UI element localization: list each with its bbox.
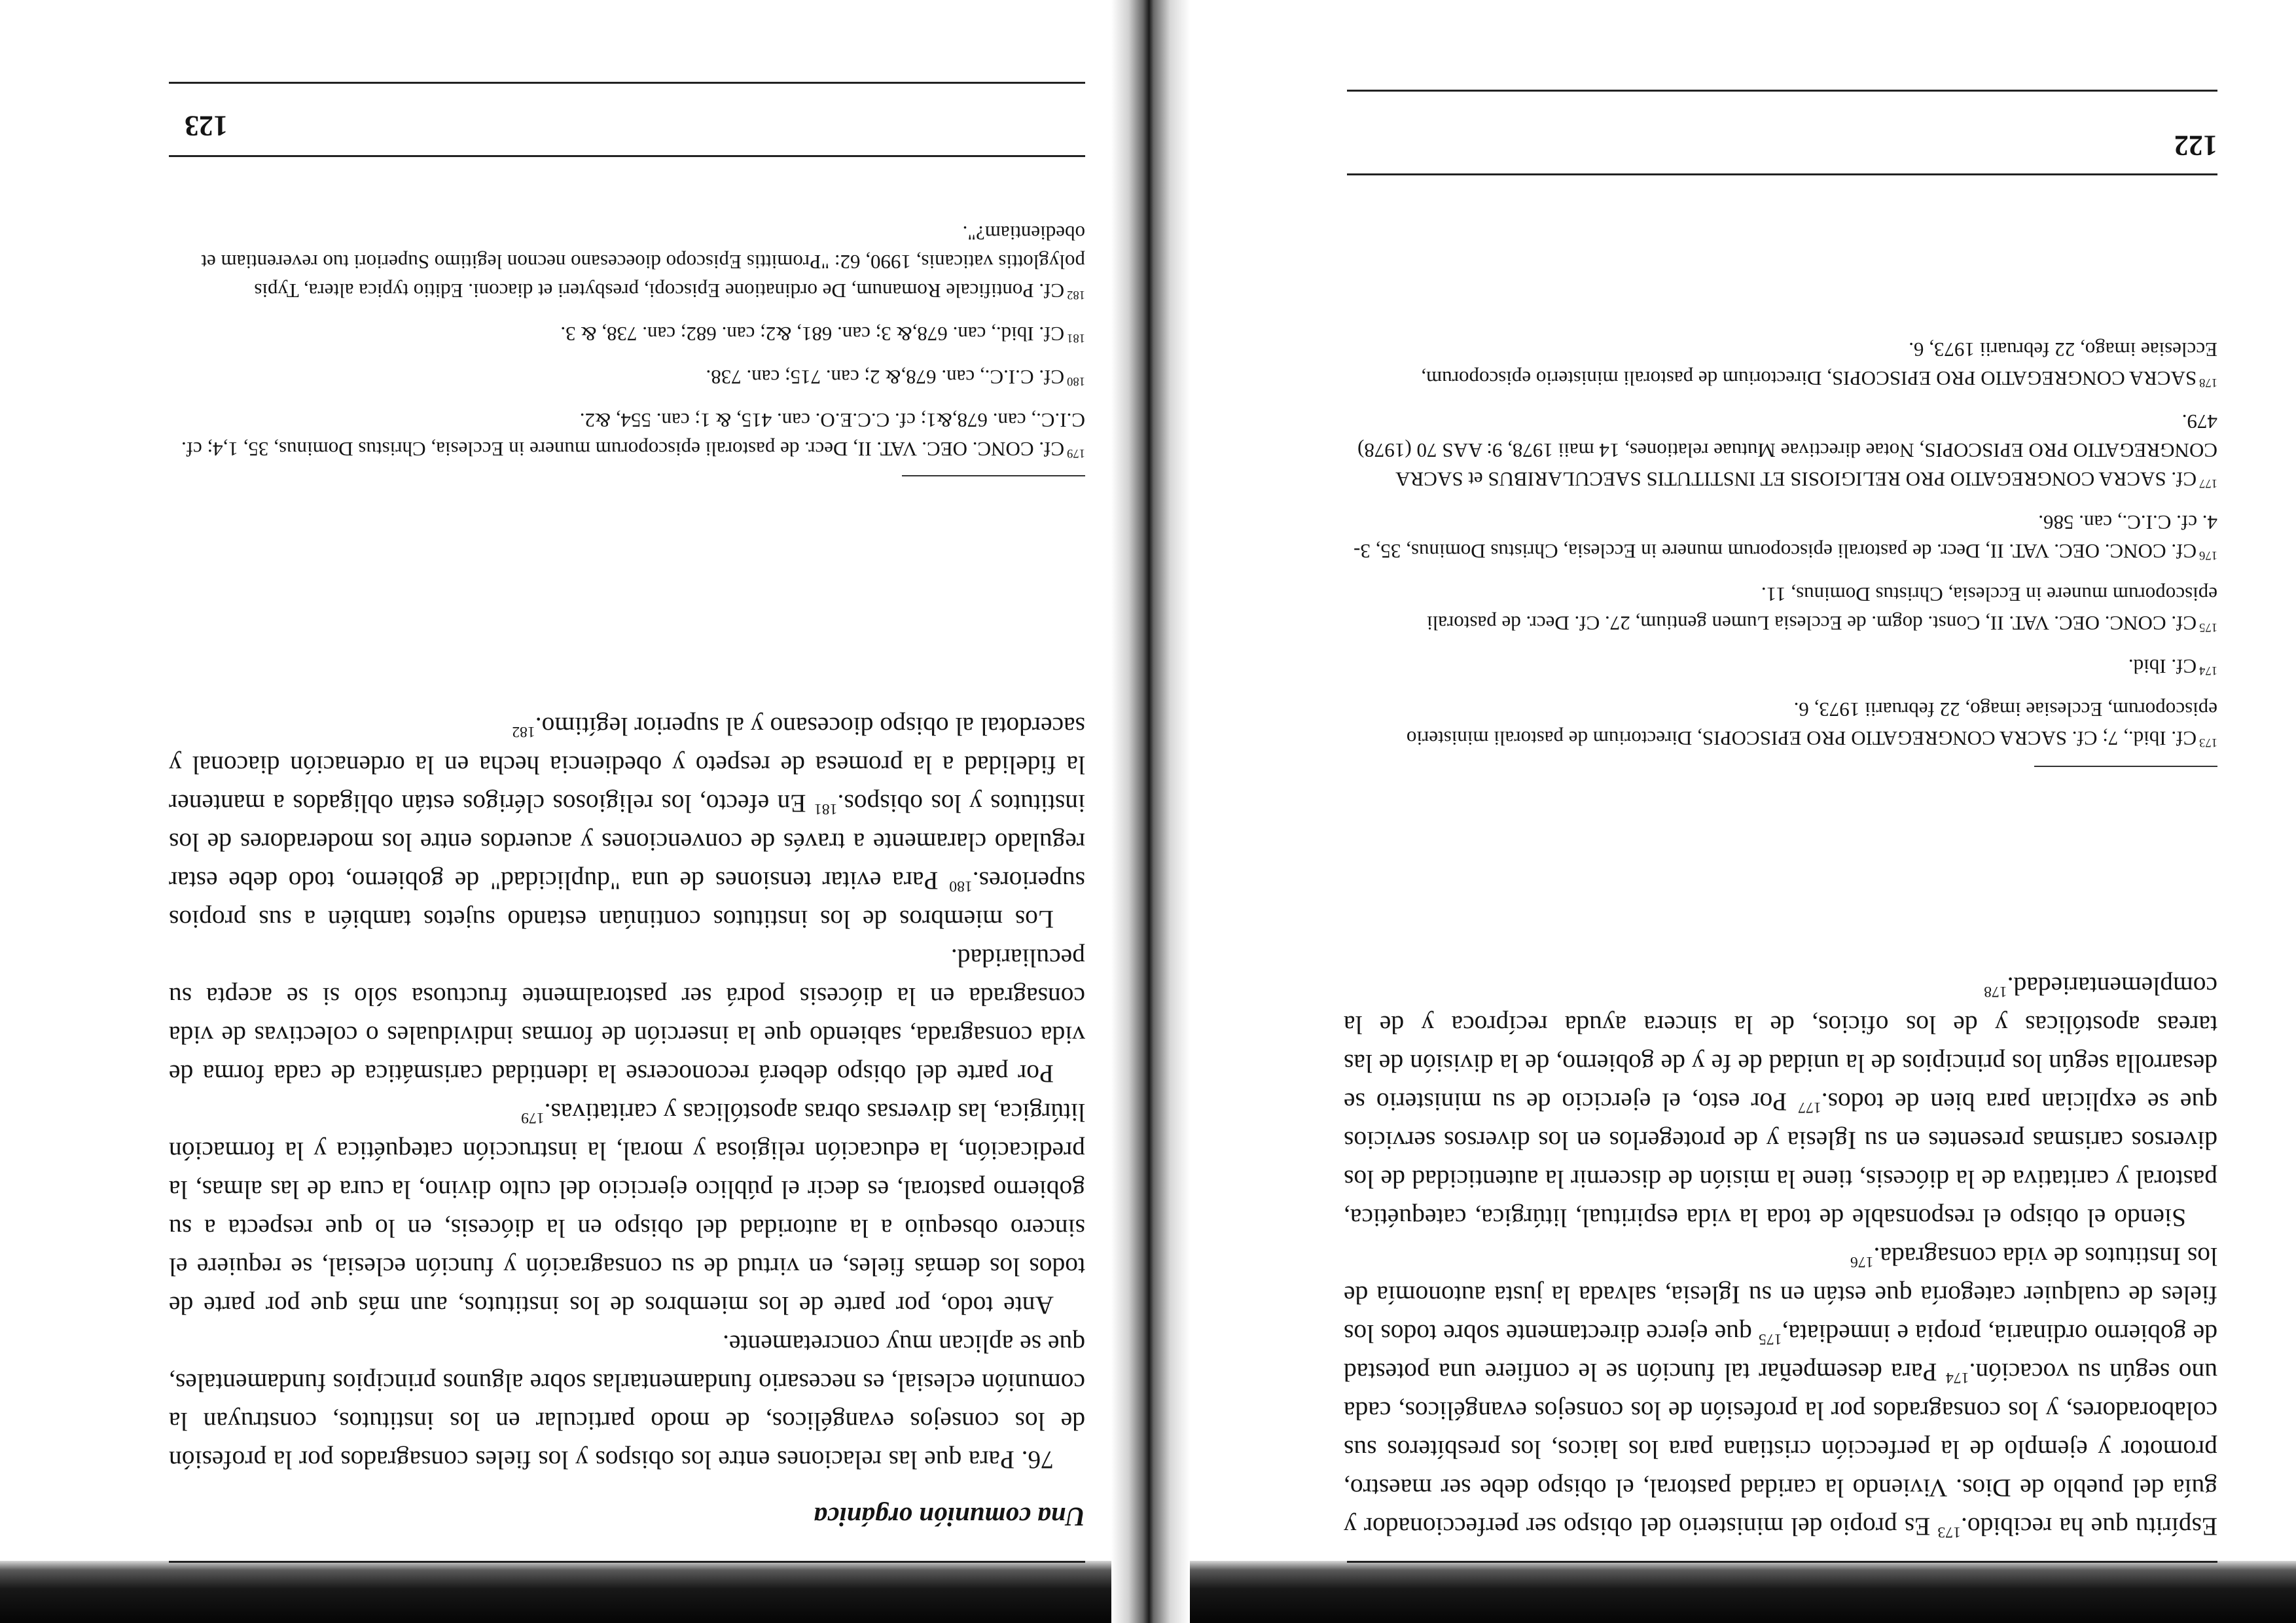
right-page	[0, 0, 1118, 1623]
paragraph: Siendo el obispo el responsable de toda la vida espiritual, litúrgica, catequética, pastoral y caritativa de la diócesis, tiene la misión de discernir la autenticidad de los diversos carismas presentes en su Iglesia y de protegerlos en los diversos servicios que se explician para bien de todos.$^{177}$ Por esto, el ejercicio de su ministerio se desarrolla según los principios de la unidad de fe y de gobierno, de la división de las tareas apostólicas y de los oficios, de la sincera ayuda recíproca y de la complementariedad.$^{178}$	[1344, 972, 2217, 1232]
paragraph: Por parte del obispo deberá reconocerse la identidad carismática de cada forma de vida consagrada, sabiendo que la inserción de formas individuales o colectivas de vida consagrada en la diócesis podrá ser pastoralmente fructuosa sólo si se acepta su peculiaridad.	[169, 944, 1085, 1088]
footnote: $^{173}$Cf. Ibid., 7; Cf. SACRA CONGREGATIO PRO EPISCOPIS, Directorium de pastorali ministerio episcoporum, Ecclesiae imago, 22 februarii 1973, 6.	[1406, 698, 2217, 750]
section-title: Una comunión orgánica	[814, 1502, 1085, 1532]
page-number: 123	[185, 110, 228, 142]
footnote: $^{176}$Cf. CONC. OEC. VAT. II, Decr. de pastorali episcoporum munere in Ecclesia, Christus Dominus, 35, 3-4. cf. C.I.C., can. 586.	[1354, 511, 2217, 563]
footnote: $^{182}$Cf. Pontificale Romanum, De ordinatione Episcopi, presbyteri et diaconi. Editio typica altera, Typis polyglottis vaticanis, 1990, 62: "Promittis Episcopo dioecesano necnon legitimo Superiori tuo reverentiam et obedientiam?".	[201, 222, 1085, 302]
footnote: $^{181}$Cf. Ibid., can. 678,& 3; can. 681, &2; can. 682; can. 738, & 3.	[560, 323, 1085, 346]
bottom-rule-lower	[169, 82, 1085, 84]
book-gutter	[1111, 0, 1190, 1623]
top-rule	[169, 1561, 1085, 1563]
left-footnotes	[1344, 321, 2217, 753]
bottom-rule	[1347, 173, 2217, 175]
footnote: $^{174}$Cf. Ibid.	[2128, 655, 2217, 678]
top-rule	[1347, 1561, 2217, 1563]
left-page	[1183, 0, 2296, 1623]
paragraph: 76. Para que las relaciones entre los obispos y los fieles consagrados por la profesión de los consejos evangélicos, de modo particular en los institutos, construyan la comunión eclesial, es necesario fundamentarlas sobre algunos principios fundamentales, que se aplican muy concretamente.	[169, 1330, 1085, 1474]
left-body-text	[1344, 967, 2217, 1546]
footnote: $^{178}$SACRA CONGREGATIO PRO EPISCOPIS, Directorium de pastorali ministerio episcoporum, Ecclesiae imago, 22 februarii 1973, 6.	[1421, 338, 2217, 390]
footnote: $^{177}$Cf. SACRA CONGREGATIO PRO RELIGIOSIS ET INSTITUTIS SAECULARIBUS et SACRA CONGREGATIO PRO EPISCOPIS, Notae directivae Mutuae relationes, 14 maii 1978, 9: AAS 70 (1978) 479.	[1357, 410, 2217, 491]
footnote: $^{175}$Cf. CONC. OEC. VAT. II, Const. dogm. de Ecclesia Lumen gentium, 27. Cf. Decr. de pastorali episcoporum munere in Ecclesia, Christus Dominus, 11.	[1427, 583, 2217, 635]
footnote-rule	[2034, 766, 2217, 767]
footnote-rule	[902, 475, 1085, 476]
right-body-text	[169, 707, 1085, 1479]
bottom-rule-lower	[1347, 90, 2217, 92]
paragraph: Espíritu que ha recibido.$^{173}$ Es propio del ministerio del obispo ser perfeccionador y guía del pueblo de Dios. Viviendo la caridad pastoral, el obispo debe ser maestro, promotor y ejemplo de la perfección cristiana para los laicos, los presbíteros sus colaboradores, y los consagrados por la profesión de los consejos evangélicos, cada uno según su vocación.$^{174}$ Para desempeñar tal función se le confiere una potestad de gobierno ordinaria, propia e inmediata,$^{175}$ que ejerce directamente sobre todos los fieles de cualquier categoría que están en su Iglesia, salvada la justa autonomía de los Institutos de vida consagrada.$^{176}$	[1343, 1242, 2217, 1541]
paragraph: Los miembros de los institutos continúan estando sujetos también a sus propios superiores.$^{180}$ Para evitar tensiones de una "duplicidad" de gobierno, todo debe estar regulado claramente a través de convenciones y acuerdos entre los moderadores de los institutos y los obispos.$^{181}$ En efecto, los religiosos clérigos están obligados a mantener la fidelidad a la promesa de respeto y obediencia hecha en la ordenación diaconal y sacerdotal al obispo diocesano y al superior legítimo.$^{182}$	[169, 712, 1085, 934]
bottom-rule	[169, 155, 1085, 157]
footnote: $^{179}$Cf. CONC. OEC. VAT. II, Decr. de pastorali episcoporum munere in Ecclesia, Christus Dominus, 35, 1,4; cf. C.I.C., can. 678,&1; cf. C.C.E.O. can. 415, & 1; can. 554, &2.	[181, 409, 1085, 461]
right-footnotes	[169, 204, 1085, 463]
footnote: $^{180}$Cf. C.I.C., can. 678,& 2; can. 715; can. 738.	[706, 366, 1085, 389]
paragraph: Ante todo, por parte de los miembros de los institutos, aun más que por parte de todos los demás fieles, en virtud de su consagración y función eclesial, se requiere el sincero obsequio a la autoridad del obispo en la diócesis, en lo que respecta a su gobierno pastoral, es decir el público ejercicio del culto divino, la cura de las almas, la predicación, la educación religiosa y moral, la instrucción catequética y la formación litúrgica, las diversas obras apostólicas y caritativas.$^{179}$	[169, 1098, 1085, 1320]
page-number: 122	[2174, 130, 2217, 162]
